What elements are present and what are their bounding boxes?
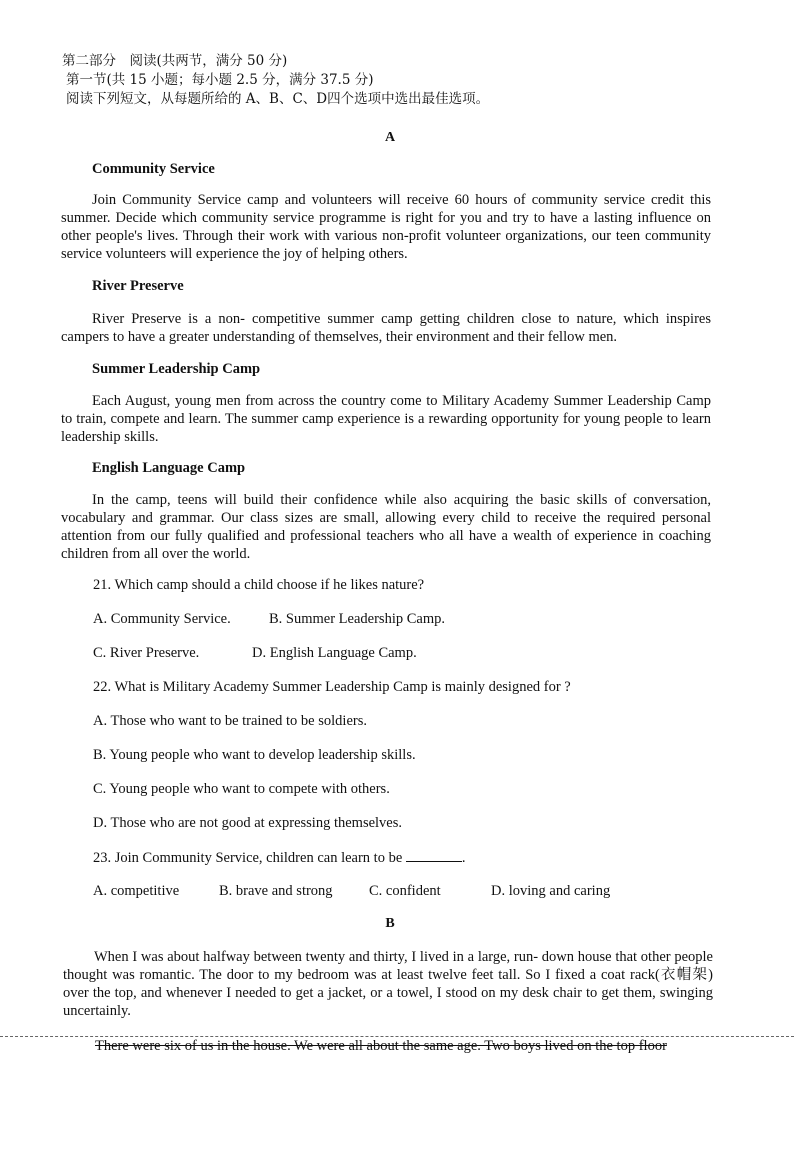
q22-option-d: D. Those who are not good at expressing themselves.: [93, 815, 403, 831]
question-23-options: [93, 883, 610, 900]
q23-stem-end: .: [461, 850, 466, 866]
passage-b-label: B: [385, 916, 395, 931]
section-title-river-preserve: River Preserve: [92, 278, 184, 294]
page-cut-line: [0, 1036, 794, 1037]
instruction-text: 阅读下列短文，从每题所给的 A、B、C、D四个选项中选出最佳选项。: [66, 91, 490, 107]
q23-option-d: D. loving and caring: [491, 883, 611, 899]
q23-option-c: C. confident: [369, 883, 441, 899]
summer-leadership-paragraph: Each August, young men from across the country come to Military Academy Summer Leadership Camp to train, compete and learn. The summer camp experience is a rewarding opportunity for young people to learn leadership skills.: [61, 393, 711, 445]
passage-a-label: A: [384, 130, 396, 145]
english-camp-paragraph: In the camp, teens will build their confidence while also acquiring the basic skills of conversation, vocabulary and grammar. Our class sizes are small, allowing every child to receive the required personal attention from our fully qualified and professional teachers who all have a wealth of experience in coaching children from all over the world.: [61, 492, 711, 562]
q22-option-b: B. Young people who want to develop leadership skills.: [93, 747, 416, 763]
question-21-row2: [93, 645, 417, 662]
q22-option-c: C. Young people who want to compete with others.: [93, 781, 390, 797]
q21-option-b: B. Summer Leadership Camp.: [269, 611, 445, 627]
q23-option-b: B. brave and strong: [219, 883, 333, 899]
q21-option-c: C. River Preserve.: [93, 645, 200, 661]
river-preserve-paragraph: River Preserve is a non- competitive summer camp getting children close to nature, which inspires campers to have a greater understanding of themselves, their environment and their fellow men.: [61, 311, 711, 345]
answer-blank: [406, 849, 462, 862]
q22-option-a: A. Those who want to be trained to be soldiers.: [93, 713, 367, 729]
section-title-summer-leadership: Summer Leadership Camp: [92, 361, 261, 377]
question-21-row1: [93, 611, 445, 628]
question-22-stem: 22. What is Military Academy Summer Leadership Camp is mainly designed for ?: [93, 679, 571, 695]
q21-option-d: D. English Language Camp.: [252, 645, 417, 661]
section-title-community-service: Community Service: [92, 161, 215, 177]
q23-stem-text: 23. Join Community Service, children can learn to be: [93, 850, 403, 866]
community-service-paragraph: Join Community Service camp and volunteers will receive 60 hours of community service credit this summer. Decide which community service programme is right for you and try to have a lasting influence on other people's lives. Through their work with various non-profit volunteer organizations, our teen community service volunteers will experience the joy of helping others.: [61, 192, 711, 262]
passage-b-paragraph-2: There were six of us in the house. We were all about the same age. Two boys lived on the top floor: [95, 1038, 667, 1054]
part-heading: 第二部分 阅读(共两节，满分 50 分): [62, 53, 288, 69]
passage-b-paragraph-1: When I was about halfway between twenty and thirty, I lived in a large, run- down house that other people thought was romantic. The door to my bedroom was at least twelve feet tall. So I fixed a coat rack(衣帽架) over the top, and whenever I needed to get a jacket, or a towel, I stood on my desk chair to get them, swinging uncertainly.: [63, 949, 713, 1019]
question-23-stem: [93, 849, 466, 867]
q21-option-a: A. Community Service.: [93, 611, 231, 627]
question-21-stem: 21. Which camp should a child choose if he likes nature?: [93, 577, 425, 593]
q23-option-a: A. competitive: [93, 883, 180, 899]
section-title-english-camp: English Language Camp: [92, 460, 246, 476]
section-heading: 第一节(共 15 小题；每小题 2.5 分，满分 37.5 分): [66, 72, 374, 88]
